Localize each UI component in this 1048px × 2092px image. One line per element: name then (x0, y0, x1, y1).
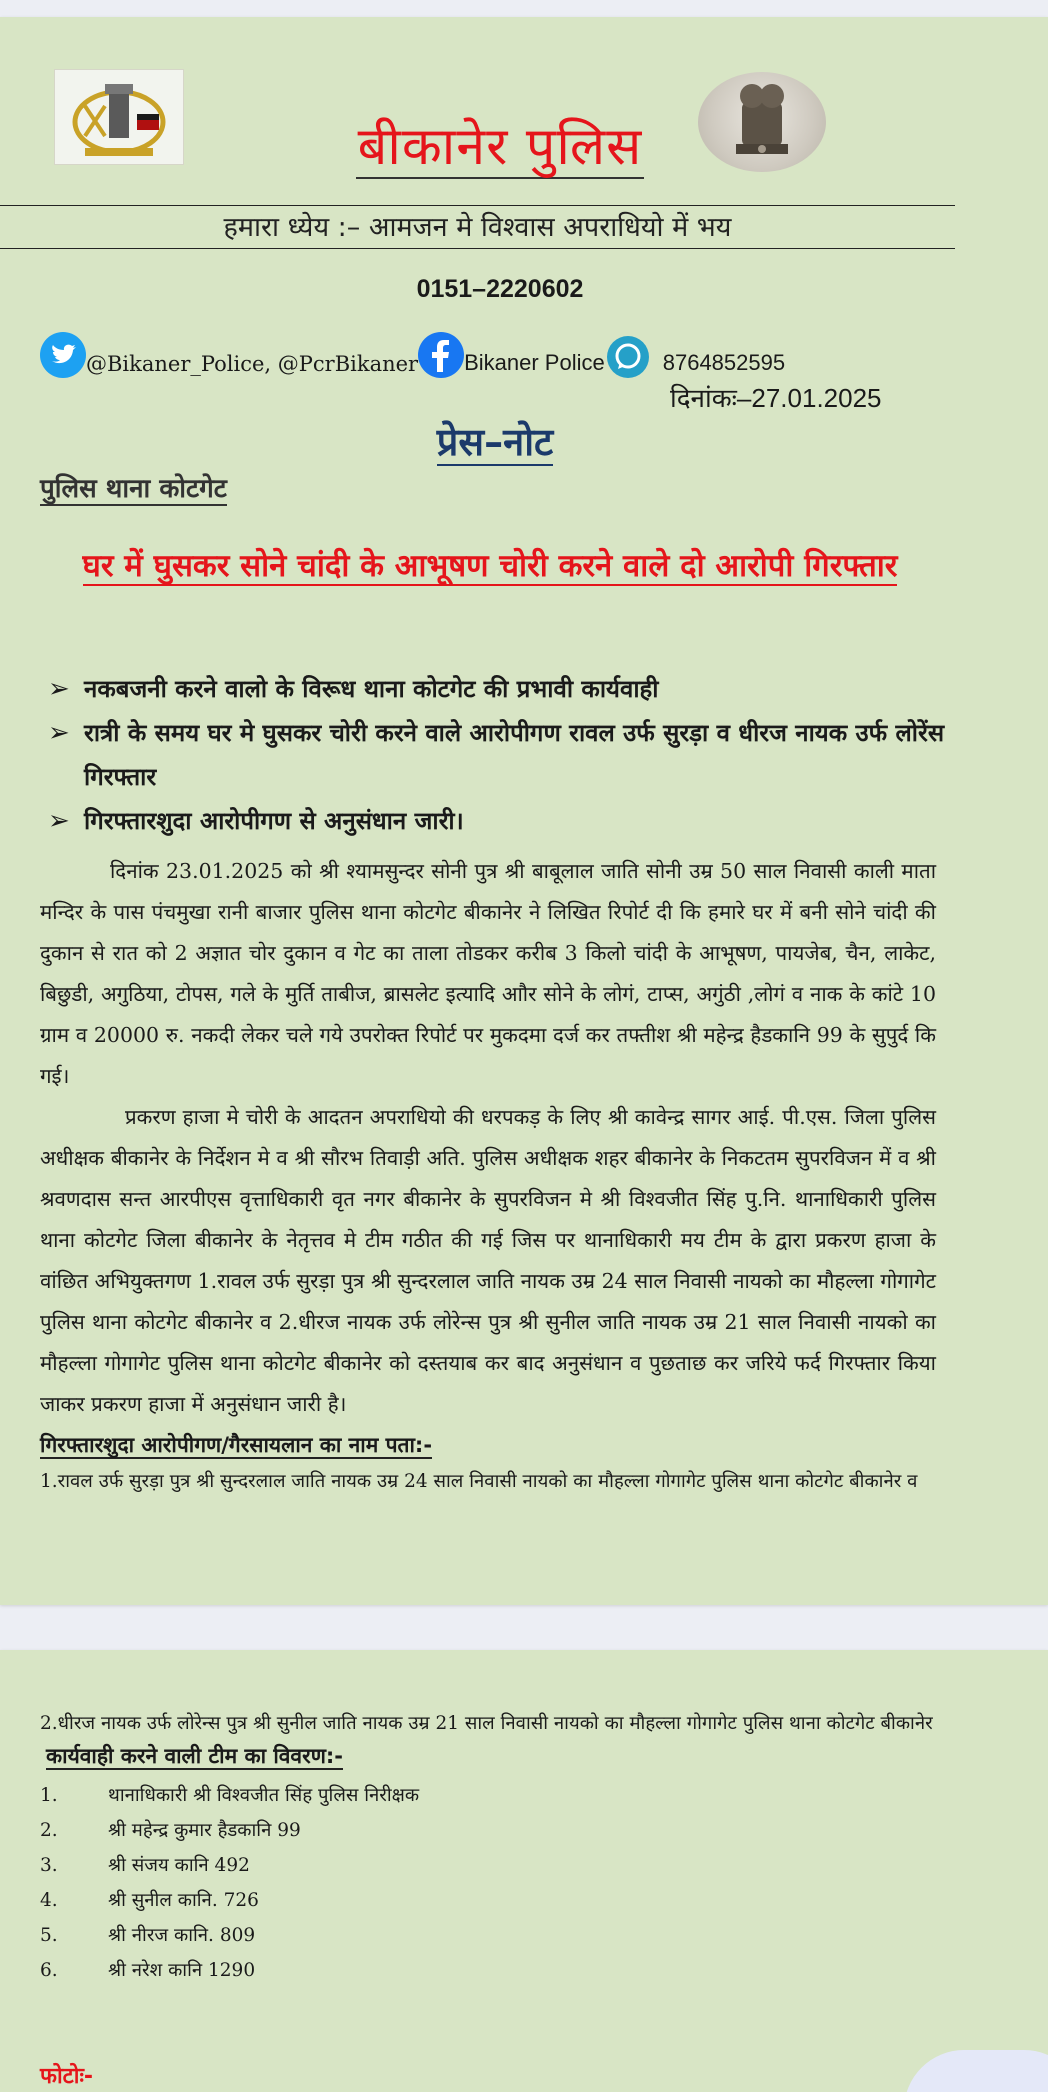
team-member: 6. श्री नरेश कानि 1290 (40, 1960, 256, 1981)
team-heading: कार्यवाही करने वाली टीम का विवरण:- (46, 1744, 343, 1768)
press-note-heading: प्रेस–नोट (436, 420, 554, 464)
twitter-contact[interactable] (40, 332, 418, 378)
arrow-bullet-icon: ➢ (48, 674, 70, 704)
motto-banner: हमारा ध्येय :– आमजन मे विश्वास अपराधियो में भय (0, 205, 955, 249)
photo-label: फोटोः- (40, 2064, 94, 2089)
twitter-icon (40, 332, 86, 378)
arrow-bullet-icon: ➢ (48, 806, 70, 836)
paragraph-investigation: प्रकरण हाजा मे चोरी के आदतन अपराधियो की धरपकड़ के लिए श्री कावेन्द्र सागर आई. पी.एस. जिला पुलिस अधीक्षक बीकानेर के निर्देशन मे व श्री सौरभ तिवाड़ी अति. पुलिस अधीक्षक शहर बीकानेर के निकटतम सुपरविजन में व श्री श्रवणदास सन्त आरपीएस वृत्ताधिकारी वृत नगर बीकानेर के सुपरविजन मे श्री विश्वजीत सिंह पु.नि. थानाधिकारी पुलिस थाना कोटगेट जिला बीकानेर के नेतृत्तव मे टीम गठीत की गई जिस पर थानाधिकारी मय टीम के द्वारा प्रकरण हाजा के वांछित अभियुक्तगण 1.रावल उर्फ सुरड़ा पुत्र श्री सुन्दरलाल जाति नायक उम्र 24 साल निवासी नायको का मौहल्ला गोगागेट पुलिस थाना कोटगेट बीकानेर व 2.धीरज नायक उर्फ लोरेन्स पुत्र श्री सुनील जाति नायक उम्र 21 साल निवासी नायको का मौहल्ला गोगागेट पुलिस थाना कोटगेट बीकानेर को दस्तयाब कर बाद अनुसंधान व पुछताछ कर जरिये फर्द गिरफ्तार किया जाकर प्रकरण हाजा में अनुसंधान जारी है। (40, 1105, 936, 1416)
news-headline: घर में घुसकर सोने चांदी के आभूषण चोरी करने वाले दो आरोपी गिरफ्तार (82, 548, 898, 584)
press-body (40, 851, 936, 1498)
facebook-page-name: Bikaner Police (464, 350, 605, 375)
bullet-item: ➢ नकबजनी करने वालो के विरूध थाना कोटगेट की प्रभावी कार्यवाही (48, 667, 948, 711)
facebook-icon (418, 332, 464, 378)
team-list (40, 1778, 940, 1988)
press-date: दिनांकः–27.01.2025 (670, 383, 882, 413)
floating-action-overlay[interactable] (904, 2050, 1048, 2092)
whatsapp-number: 8764852595 (662, 350, 786, 375)
phone-number: 0151–2220602 (416, 275, 584, 303)
team-member: 5. श्री नीरज कानि. 809 (40, 1925, 256, 1946)
team-member: 4. श्री सुनील कानि. 726 (40, 1890, 259, 1911)
page-title: बीकानेर पुलिस (357, 117, 643, 177)
arrow-bullet-icon: ➢ (48, 718, 70, 748)
bullet-item: ➢ गिरफ्तारशुदा आरोपीगण से अनुसंधान जारी। (48, 799, 948, 843)
accused-heading: गिरफ्तारशुदा आरोपीगण/गैरसायलान का नाम पता:- (40, 1433, 433, 1457)
bullet-item: ➢ रात्री के समय घर मे घुसकर चोरी करने वाले आरोपीगण रावल उर्फ सुरड़ा व धीरज नायक उर्फ लोरेंस गिरफ्तार (48, 711, 948, 799)
team-member: 3. श्री संजय कानि 492 (40, 1855, 250, 1876)
highlight-bullets (48, 667, 948, 843)
paragraph-complaint: दिनांक 23.01.2025 को श्री श्यामसुन्दर सोनी पुत्र श्री बाबूलाल जाति सोनी उम्र 50 साल निवासी काली माता मन्दिर के पास पंचमुखा रानी बाजार पुलिस थाना कोटगेट बीकानेर ने लिखित रिपोर्ट दी कि हमारे घर में बनी सोने चांदी की दुकान से रात को 2 अज्ञात चोर दुकान व गेट का ताला तोडकर करीब 3 किलो चांदी के आभूषण, पायजेब, चैन, लाकेट, बिछुडी, अगुठिया, टोपस, गले के मुर्ति ताबीज, ब्रासलेट इत्यादि आौर सोने के लोगं, टाप्स, अगुंठी ,लोगं व नाक के कांटे 10 ग्राम व 20000 रु. नकदी लेकर चले गये उपरोक्त रिपोर्ट पर मुकदमा दर्ज कर तफ्तीश श्री महेन्द्र हैडकानि 99 के सुपुर्द कि गई। (40, 859, 936, 1088)
social-contacts-row (40, 328, 785, 378)
team-member: 2. श्री महेन्द्र कुमार हैडकानि 99 (40, 1820, 301, 1841)
twitter-handles: @Bikaner_Police, @PcrBikaner (86, 352, 419, 376)
press-note-page-2 (0, 1650, 1048, 2092)
facebook-contact[interactable] (418, 332, 605, 378)
press-note-page-1 (0, 17, 1048, 1605)
accused-item: 1.रावल उर्फ सुरड़ा पुत्र श्री सुन्दरलाल जाति नायक उम्र 24 साल निवासी नायको का मौहल्ला गोगागेट पुलिस थाना कोटगेट बीकानेर व (40, 1471, 918, 1492)
accused-item: 2.धीरज नायक उर्फ लोरेन्स पुत्र श्री सुनील जाति नायक उम्र 21 साल निवासी नायको का मौहल्ला गोगागेट पुलिस थाना कोटगेट बीकानेर (40, 1713, 933, 1734)
whatsapp-icon (607, 336, 649, 378)
police-station-name: पुलिस थाना कोटगेट (40, 474, 227, 504)
page2-content (40, 1708, 940, 1988)
team-member: 1. थानाधिकारी श्री विश्वजीत सिंह पुलिस निरीक्षक (40, 1785, 420, 1806)
whatsapp-contact[interactable] (607, 336, 785, 378)
